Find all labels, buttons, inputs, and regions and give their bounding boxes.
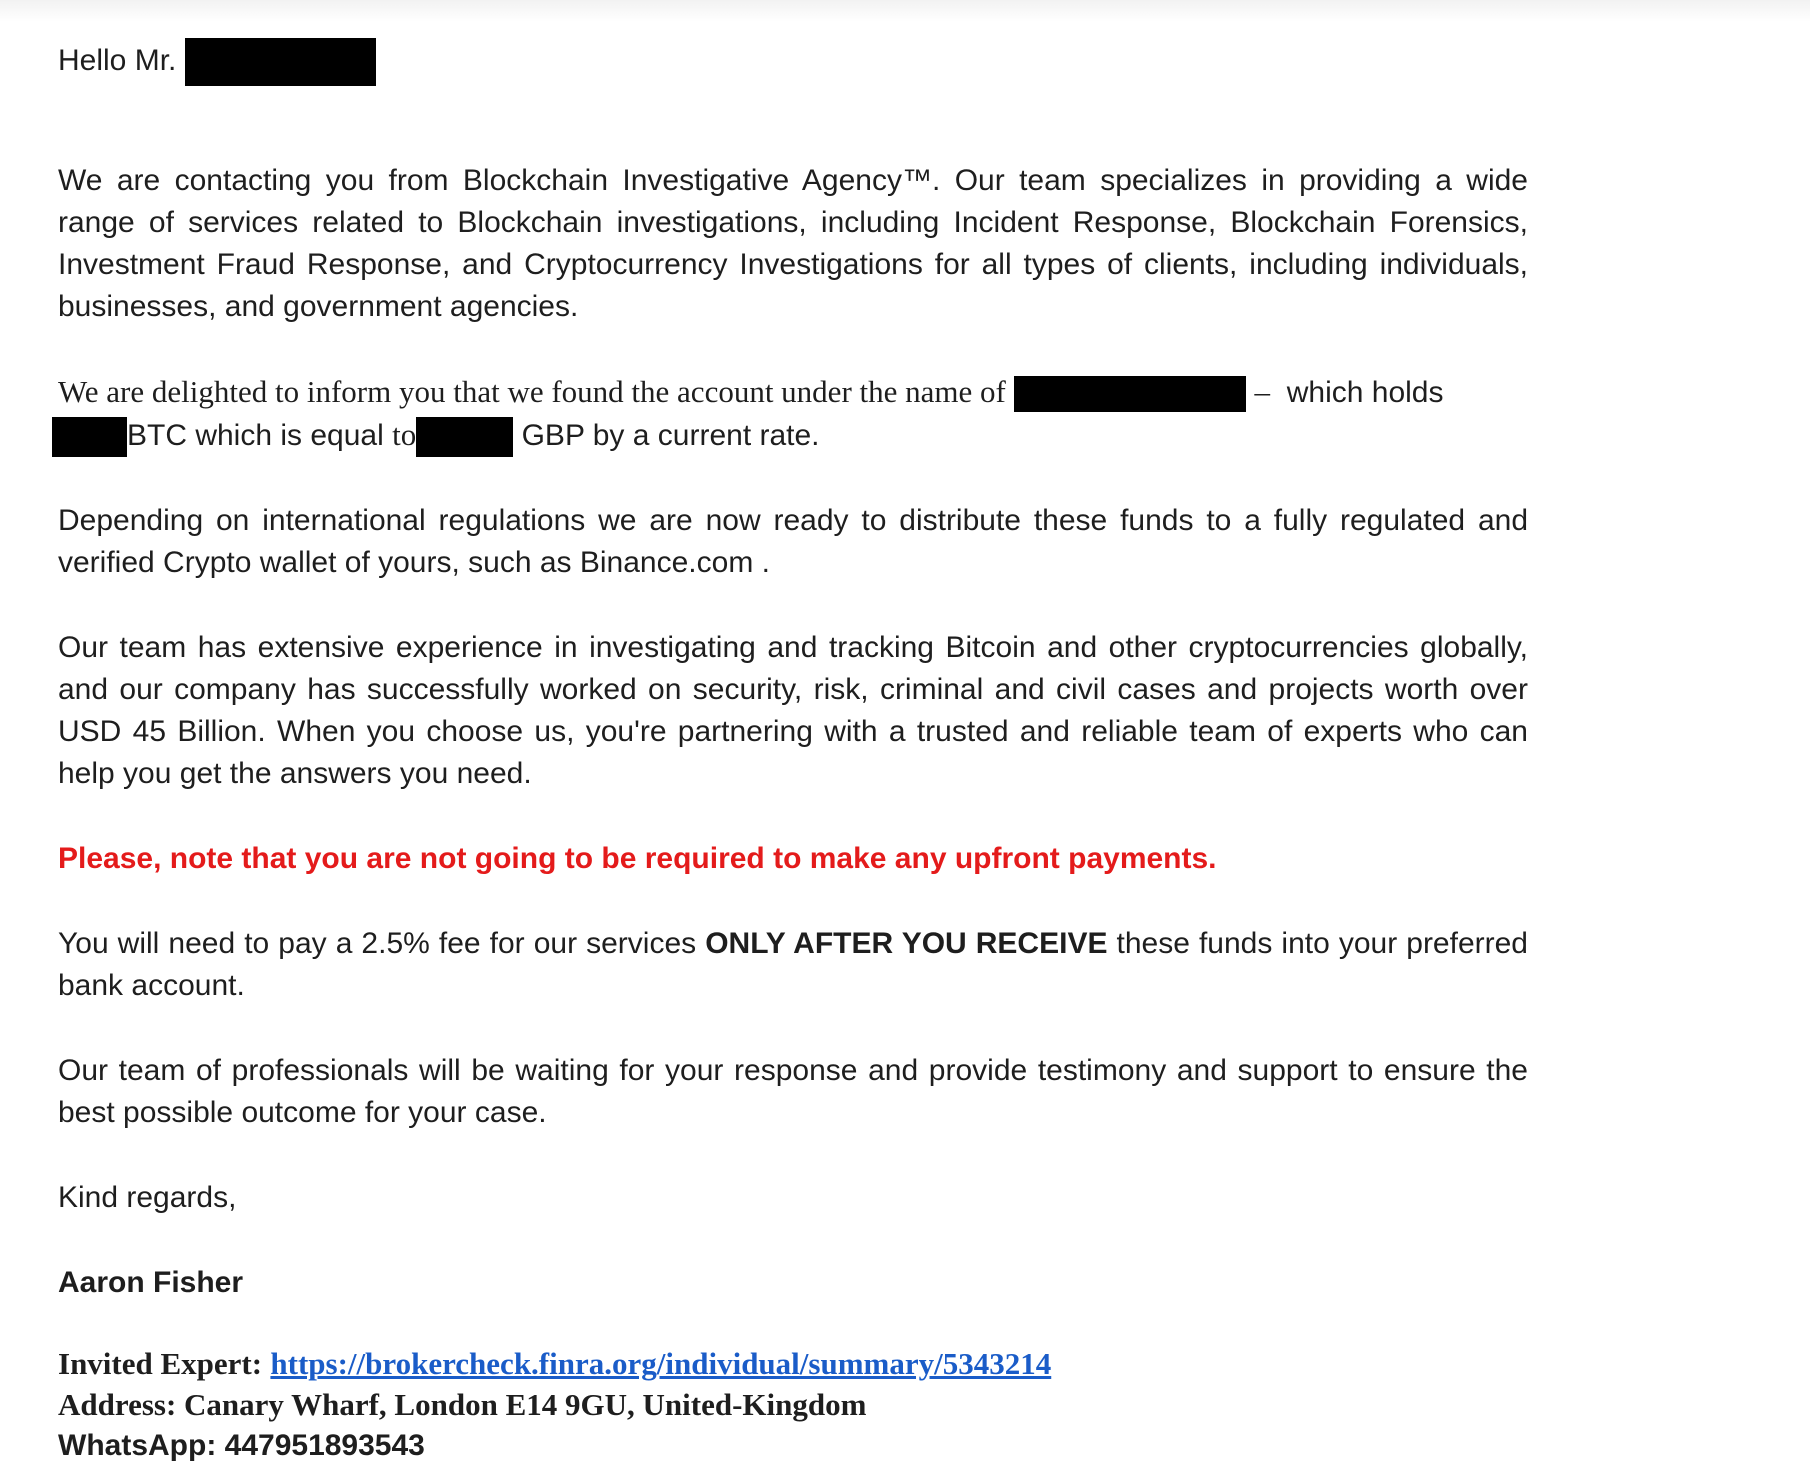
fee-text-end: these funds into your preferred bank account. — [58, 927, 1528, 1003]
notice-upfront: Please, note that you are not going to be required to make any upfront payments. — [58, 842, 1217, 876]
paragraph-distribution: Depending on international regulations we are now ready to distribute these funds to a fully regulated and verified Crypto wallet of yours, such as Binance.com . — [58, 504, 1528, 580]
greeting-line — [58, 38, 1528, 86]
greeting: Hello Mr. — [58, 43, 177, 77]
paragraph-response: Our team of professionals will be waiting for your response and provide testimony and support to ensure the best possible outcome for your case. — [58, 1054, 1528, 1130]
redacted-account-name — [1014, 376, 1246, 412]
redacted-name — [185, 38, 376, 86]
fee-text: You will need to pay a 2.5% fee for our services — [58, 927, 697, 961]
to-text: to — [392, 417, 417, 452]
invited-label: Invited Expert: — [58, 1346, 263, 1382]
closing: Kind regards, — [58, 1181, 237, 1215]
whatsapp: WhatsApp: 447951893543 — [58, 1429, 425, 1463]
top-bar — [0, 0, 1810, 22]
gbp-text: GBP by a current rate. — [521, 419, 820, 452]
email-body — [58, 38, 1528, 1466]
signature-name: Aaron Fisher — [58, 1266, 244, 1300]
paragraph-fee — [58, 923, 1528, 1007]
signature-block — [58, 1344, 1528, 1466]
redacted-gbp-amount — [416, 417, 513, 457]
paragraph-intro: We are contacting you from Blockchain Investigative Agency™. Our team specializes in providing a wide range of services related to Blockchain investigations, including Incident Response, Blockchain Forensics, Investment Fraud Response, and Cryptocurrency Investigations for all types of clients, including individuals, businesses, and government agencies. — [58, 164, 1528, 323]
holds-text: which holds — [1286, 376, 1444, 409]
fee-emphasis: ONLY AFTER YOU RECEIVE — [705, 927, 1108, 961]
btc-text: BTC which is equal — [127, 419, 384, 452]
redacted-btc-amount — [52, 417, 127, 457]
account-text: We are delighted to inform you that we found the account under the name of — [58, 374, 1006, 409]
paragraph-account — [58, 371, 1528, 457]
address: Address: Canary Wharf, London E14 9GU, United-Kingdom — [58, 1387, 867, 1423]
dash: – — [1254, 374, 1271, 409]
brokercheck-link[interactable]: https://brokercheck.finra.org/individual/summary/5343214 — [270, 1346, 1052, 1382]
paragraph-experience: Our team has extensive experience in investigating and tracking Bitcoin and other cryptocurrencies globally, and our company has successfully worked on security, risk, criminal and civil cases and projects worth over USD 45 Billion. When you choose us, you're partnering with a trusted and reliable team of experts who can help you get the answers you need. — [58, 631, 1528, 791]
